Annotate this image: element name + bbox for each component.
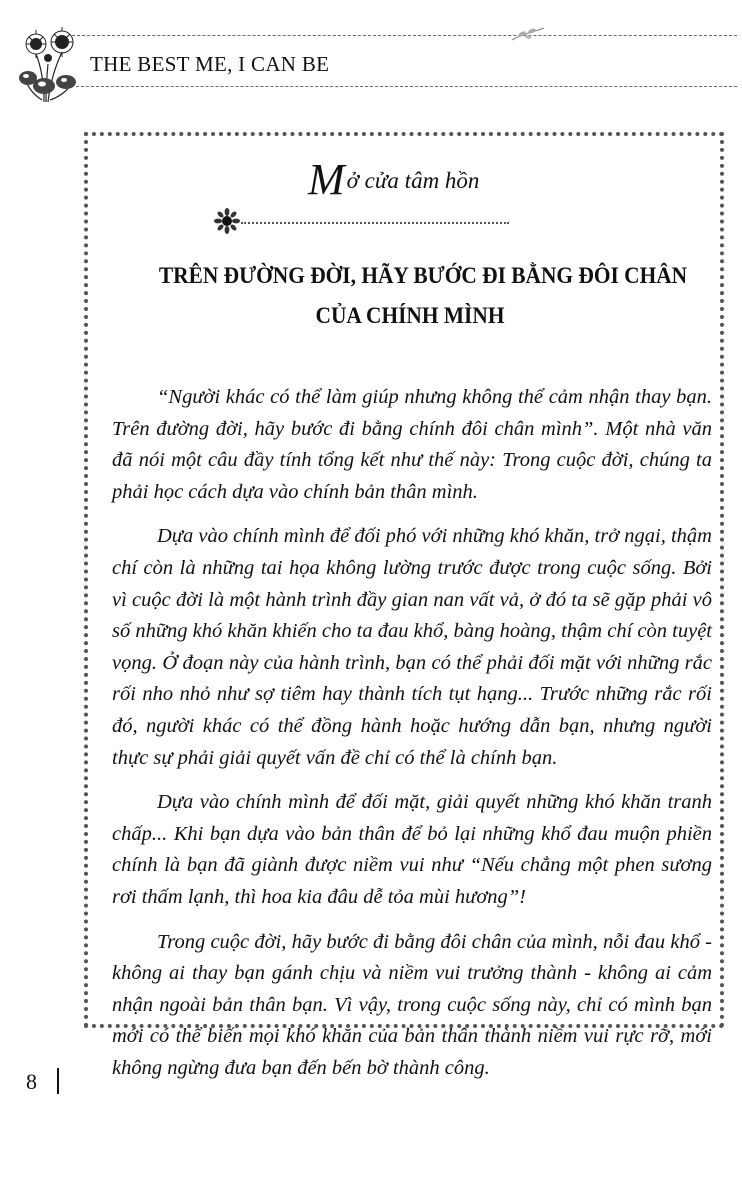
chapter-title-line-2: CỦA CHÍNH MÌNH xyxy=(315,303,505,328)
paragraph: Trong cuộc đời, hãy bước đi bằng đôi chân của mình, nỗi đau khổ - không ai thay bạn gánh chịu và niềm vui trưởng thành - không ai cảm nhận ngoài bản thân bạn. Vì vậy, trong cuộc sống này, chỉ có mình bạn mới có thể biến mọi khó khăn của bản thân thành niềm vui rực rỡ, mới không ngừng đưa bạn đến bến bờ thành công. xyxy=(112,930,712,1079)
section-divider xyxy=(241,222,509,224)
running-header-title: THE BEST ME, I CAN BE xyxy=(90,52,330,76)
paragraph: “Người khác có thể làm giúp nhưng không thể cảm nhận thay bạn. Trên đường đời, hãy bước đi bằng chính đôi chân mình”. Một nhà văn đã nói một câu đầy tính tổng kết như thế này: Trong cuộc đời, chúng ta phải học cách dựa vào chính bản thân mình. xyxy=(112,386,712,503)
sunflower-icon xyxy=(214,208,240,234)
page-number: 8 xyxy=(26,1069,37,1094)
flower-bouquet-icon xyxy=(14,14,84,106)
chapter-title-line-1: TRÊN ĐƯỜNG ĐỜI, HÃY BƯỚC ĐI BẰNG ĐÔI CHÂN xyxy=(158,263,688,288)
header-divider-bottom xyxy=(76,86,737,87)
paragraph: Dựa vào chính mình để đối phó với những khó khăn, trở ngại, thậm chí còn là những tai họa không lường trước được trong cuộc sống. Bởi vì cuộc đời là một hành trình đầy gian nan vất vả, ở đó ta sẽ gặp phải vô số những khó khăn khiến cho ta đau khổ, bàng hoàng, thậm chí còn tuyệt vọng. Ở đoạn này của hành trình, bạn có thể phải đối mặt với những rắc rối nho nhỏ như sợ tiêm hay thành tích tụt hạng... Trước những rắc rối đó, người khác có thể đồng hành hoặc hướng dẫn bạn, nhưng người thực sự phải giải quyết vấn đề chỉ có thể là chính bạn. xyxy=(112,525,712,769)
paragraph: Dựa vào chính mình để đối mặt, giải quyết những khó khăn tranh chấp... Khi bạn dựa vào bản thân để bỏ lại những khổ đau muộn phiền chính là bạn đã giành được niềm vui như “Nếu chẳng một phen sương rơi thấm lạnh, thì hoa kia đâu dễ tỏa mùi hương”! xyxy=(112,791,712,908)
section-dropcap: M xyxy=(308,155,345,204)
section-label-text: ở cửa tâm hồn xyxy=(346,168,480,193)
page-number-bar xyxy=(57,1068,59,1094)
body-text xyxy=(112,382,712,1097)
section-label xyxy=(308,155,480,204)
header-divider-top xyxy=(72,35,737,36)
chapter-title xyxy=(158,256,688,336)
leaf-sprig-icon xyxy=(508,22,548,46)
